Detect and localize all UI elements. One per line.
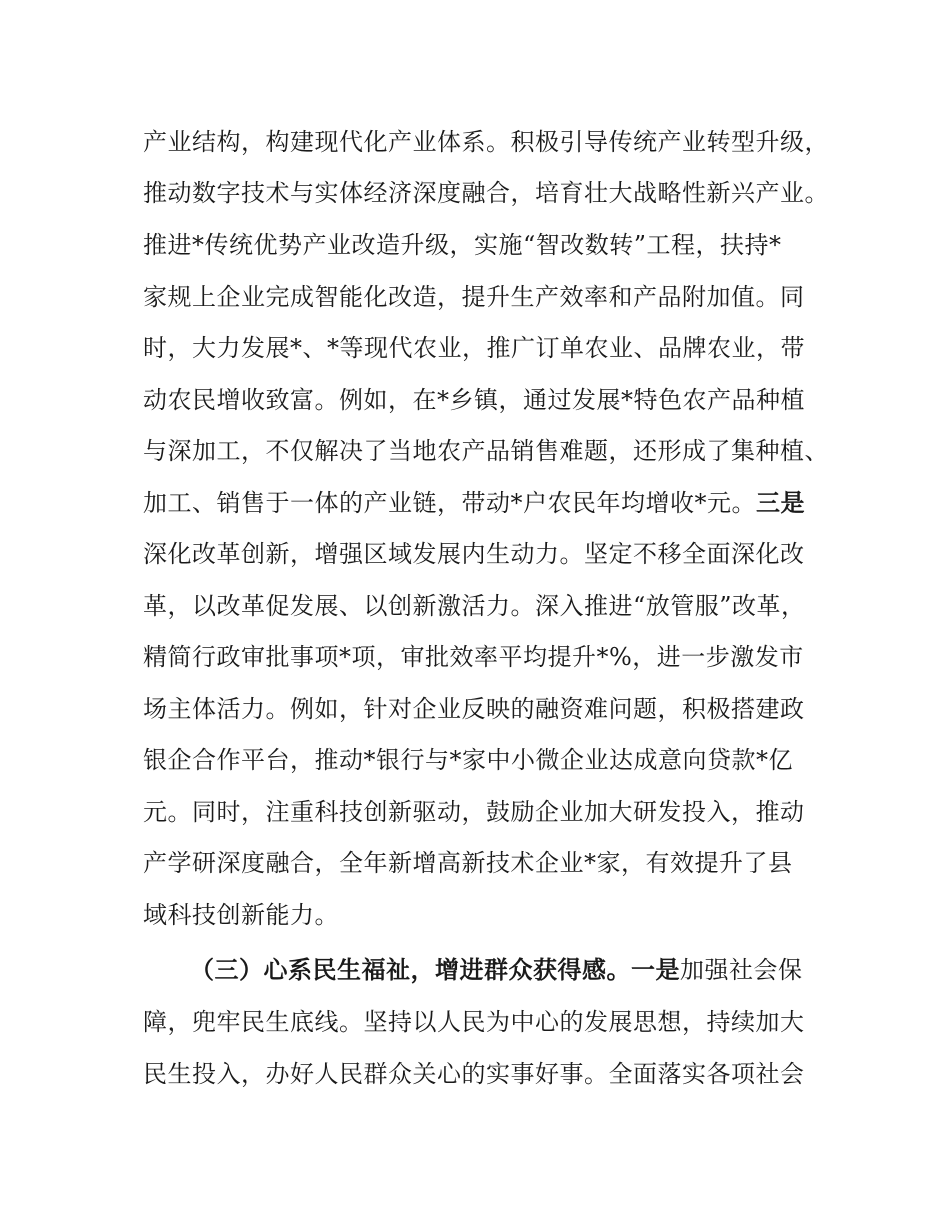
text-line: 民生投入，办好人民群众关心的实事好事。全面落实各项社会	[143, 1060, 805, 1088]
text-line: 与深加工，不仅解决了当地农产品销售难题，还形成了集种植、	[143, 437, 829, 465]
text-line: 革，以改革促发展、以创新激活力。深入推进“放管服”改革，	[143, 592, 806, 620]
text-line: 元。同时，注重科技创新驱动，鼓励企业加大研发投入，推动	[143, 798, 805, 826]
text-line: 域科技创新能力。	[143, 901, 339, 929]
text-line: 动农民增收致富。例如，在*乡镇，通过发展*特色农产品种植	[143, 386, 805, 414]
section-heading-line	[190, 955, 803, 985]
text-line: 障，兜牢民生底线。坚持以人民为中心的发展思想，持续加大	[143, 1008, 805, 1036]
text-line: 时，大力发展*、*等现代农业，推广订单农业、品牌农业，带	[143, 334, 805, 362]
text-line: 场主体活力。例如，针对企业反映的融资难问题，积极搭建政	[143, 695, 805, 723]
text-span: 加工、销售于一体的产业链，带动*户农民年均增收*元。	[143, 489, 756, 517]
text-line: 产学研深度融合，全年新增高新技术企业*家，有效提升了县	[143, 849, 793, 877]
text-line: 银企合作平台，推动*银行与*家中小微企业达成意向贷款*亿	[143, 746, 793, 774]
text-line: 家规上企业完成智能化改造，提升生产效率和产品附加值。同	[143, 283, 805, 311]
bold-marker: 一是	[631, 955, 680, 984]
text-line: 精简行政审批事项*项，审批效率平均提升*%，进一步激发市	[143, 643, 804, 671]
text-line: 推动数字技术与实体经济深度融合，培育壮大战略性新兴产业。	[143, 179, 829, 207]
text-line: 产业结构，构建现代化产业体系。积极引导传统产业转型升级，	[143, 128, 829, 156]
section-heading: （三）心系民生福祉，增进群众获得感。	[190, 955, 631, 984]
text-line: 推进*传统优势产业改造升级，实施“智改数转”工程，扶持*	[143, 231, 782, 259]
text-line	[143, 488, 805, 518]
text-span: 加强社会保	[680, 956, 803, 984]
bold-marker: 三是	[756, 488, 805, 517]
text-line: 深化改革创新，增强区域发展内生动力。坚定不移全面深化改	[143, 540, 805, 568]
